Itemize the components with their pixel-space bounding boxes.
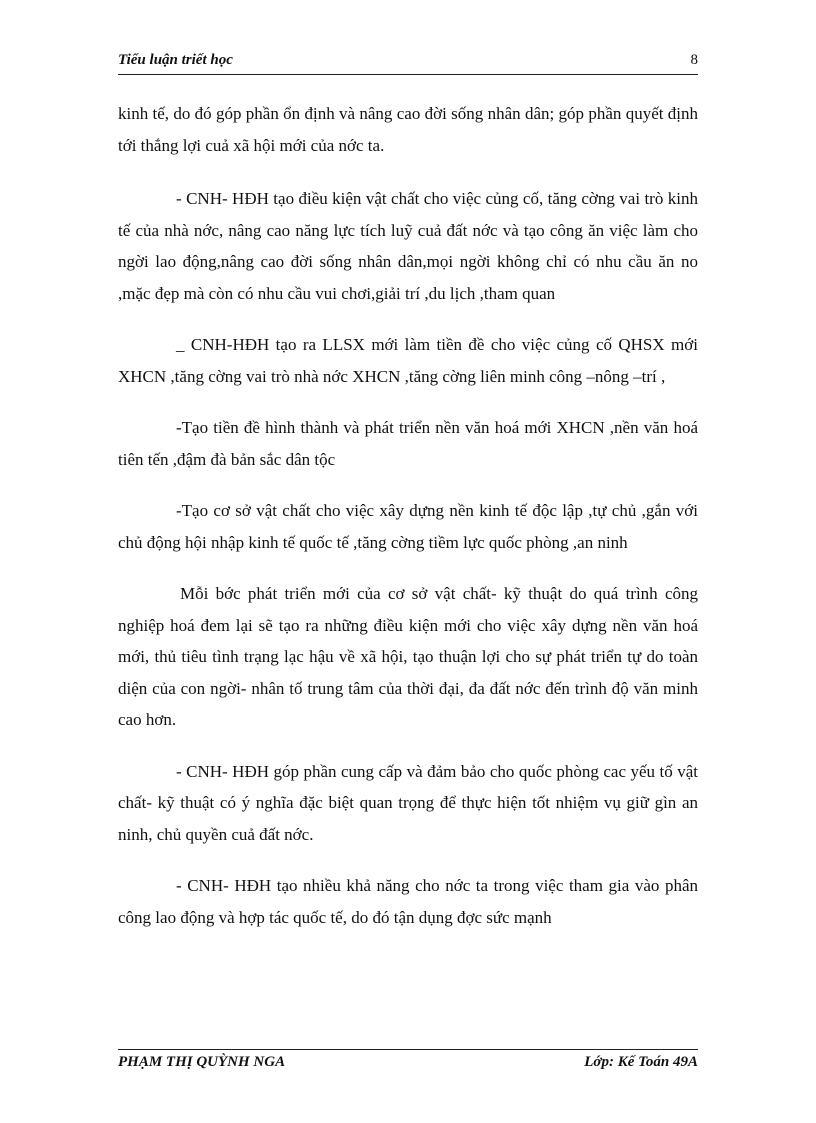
document-body	[118, 98, 698, 953]
paragraph: Mỗi bớc phát triển mới của cơ sở vật chất- kỹ thuật do quá trình công nghiệp hoá đem lại sẽ tạo ra những điều kiện mới cho việc xây dựng nền văn hoá mới, thủ tiêu tình trạng lạc hậu về xã hội, tạo thuận lợi cho sự phát triển tự do toàn diện của con ngời- nhân tố trung tâm của thời đại, đa đất nớc đến trình độ văn minh cao hơn.	[118, 584, 698, 729]
page-footer	[118, 1049, 698, 1074]
paragraph-continuation: kinh tế, do đó góp phần ổn định và nâng cao đời sống nhân dân; góp phần quyết định tới thắng lợi cuả xã hội mới của nớc ta.	[118, 104, 698, 155]
paragraph-bullet: - CNH- HĐH tạo nhiều khả năng cho nớc ta trong việc tham gia vào phân công lao động và hợp tác quốc tế, do đó tận dụng đợc sức mạnh	[118, 876, 698, 927]
paragraph-bullet: - CNH- HĐH góp phần cung cấp và đảm bảo cho quốc phòng cac yếu tố vật chất- kỹ thuật có ý nghĩa đặc biệt quan trọng để thực hiện tốt nhiệm vụ giữ gìn an ninh, chủ quyền cuả đất nớc.	[118, 761, 698, 844]
paragraph-bullet: _ CNH-HĐH tạo ra LLSX mới làm tiền đề cho việc củng cố QHSX mới XHCN ,tăng cờng vai trò nhà nớc XHCN ,tăng cờng liên minh công –nông –trí ,	[118, 335, 698, 386]
document-title: Tiểu luận triết học	[118, 52, 233, 68]
author-name: PHẠM THỊ QUỲNH NGA	[118, 1054, 286, 1070]
paragraph-bullet: -Tạo tiền đề hình thành và phát triển nền văn hoá mới XHCN ,nền văn hoá tiên tến ,đậm đà bản sắc dân tộc	[118, 418, 698, 469]
page-number: 8	[690, 52, 698, 68]
class-label: Lớp: Kế Toán 49A	[584, 1054, 698, 1070]
page-header	[118, 52, 698, 75]
paragraph-bullet: - CNH- HĐH tạo điều kiện vật chất cho việc củng cố, tăng cờng vai trò kinh tế của nhà nớc, nâng cao năng lực tích luỹ cuả đất nớc và tạo công ăn việc làm cho ngời lao động,nâng cao đời sống nhân dân,mọi ngời không chỉ có nhu cầu ăn no ,mặc đẹp mà còn có nhu cầu vui chơi,giải trí ,du lịch ,tham quan	[118, 189, 698, 303]
paragraph-bullet: -Tạo cơ sở vật chất cho việc xây dựng nền kinh tế độc lập ,tự chủ ,gắn với chủ động hội nhập kinh tế quốc tế ,tăng cờng tiềm lực quốc phòng ,an ninh	[118, 501, 698, 552]
